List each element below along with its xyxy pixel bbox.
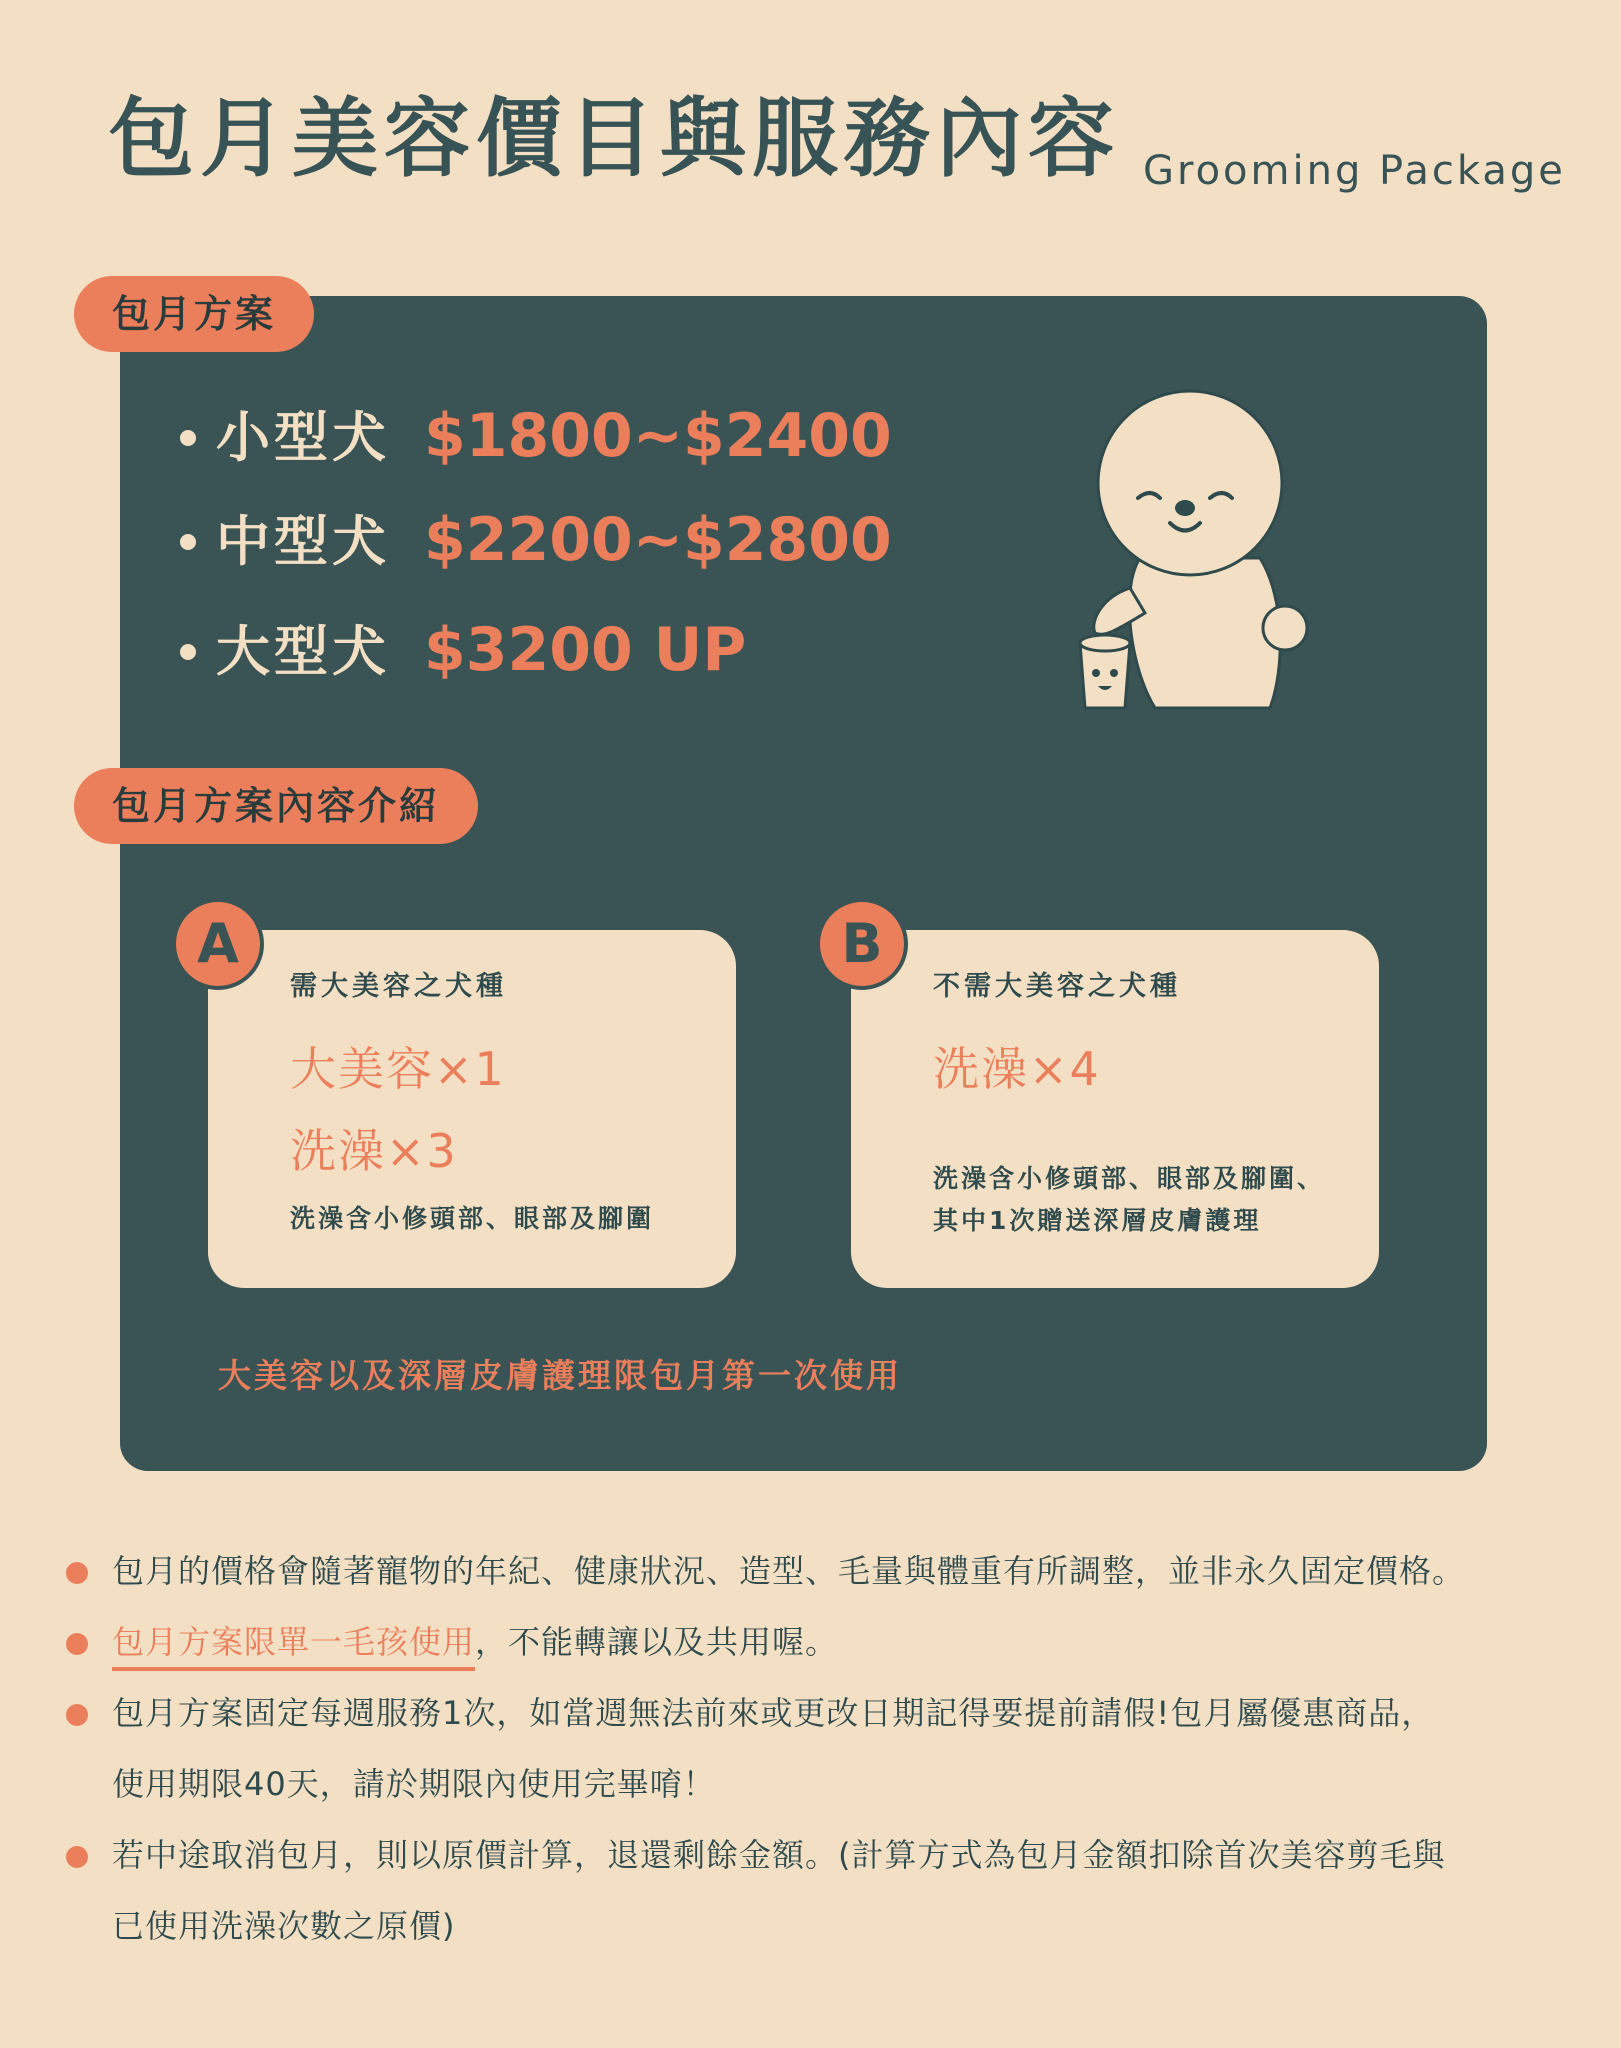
badge-b: B	[816, 898, 908, 990]
price-value: $2200~$2800	[424, 505, 892, 575]
plan-card-a	[208, 930, 736, 1288]
card-note: 其中1次贈送深層皮膚護理	[933, 1206, 1262, 1235]
note-text: ，不能轉讓以及共用喔。	[475, 1623, 839, 1661]
poodle-icon	[1060, 388, 1320, 718]
note-text-continued: 已使用洗澡次數之原價)	[112, 1907, 456, 1945]
note-item	[66, 1607, 1586, 1678]
price-value: $3200 UP	[424, 615, 747, 685]
note-item	[66, 1678, 1586, 1820]
price-row-small	[180, 396, 892, 476]
price-value: $1800~$2400	[424, 401, 892, 471]
note-item	[66, 1536, 1586, 1607]
note-text: 包月的價格會隨著寵物的年紀、健康狀況、造型、毛量與體重有所調整，並非永久固定價格。	[112, 1552, 1466, 1590]
bullet-dot	[66, 1704, 88, 1726]
page-subtitle: Grooming Package	[1143, 148, 1566, 194]
intro-label: 包月方案內容介紹	[74, 768, 478, 844]
dog-size-label: 小型犬	[216, 406, 390, 469]
note-text: 若中途取消包月，則以原價計算，退還剩餘金額。(計算方式為包月金額扣除首次美容剪毛與	[112, 1836, 1446, 1874]
dog-size-label: 中型犬	[216, 510, 390, 573]
bullet-dot	[66, 1846, 88, 1868]
card-note: 洗澡含小修頭部、眼部及腳圍、	[933, 1164, 1326, 1193]
dog-size-label: 大型犬	[216, 620, 390, 683]
limit-note: 大美容以及深層皮膚護理限包月第一次使用	[218, 1356, 902, 1395]
bullet-dot	[66, 1633, 88, 1655]
notes-list	[66, 1536, 1586, 1962]
plans-label: 包月方案	[74, 276, 314, 352]
card-item: 洗澡×4	[933, 1042, 1101, 1096]
card-item: 洗澡×3	[290, 1124, 458, 1178]
page-title: 包月美容價目與服務內容	[108, 89, 1120, 189]
bullet-dot	[180, 644, 196, 660]
bullet-dot	[180, 534, 196, 550]
card-note: 洗澡含小修頭部、眼部及腳圍	[290, 1204, 655, 1233]
note-text-continued: 使用期限40天，請於期限內使用完畢唷！	[112, 1765, 716, 1803]
card-heading: 需大美容之犬種	[290, 971, 507, 1002]
card-item: 大美容×1	[290, 1042, 506, 1096]
note-text: 包月方案固定每週服務1次，如當週無法前來或更改日期記得要提前請假!包月屬優惠商品，	[112, 1694, 1435, 1732]
card-heading: 不需大美容之犬種	[933, 971, 1181, 1002]
plan-card-b	[851, 930, 1379, 1288]
bullet-dot	[180, 430, 196, 446]
badge-a: A	[172, 898, 264, 990]
note-highlight: 包月方案限單一毛孩使用	[112, 1623, 475, 1671]
price-row-medium	[180, 500, 892, 580]
note-item	[66, 1820, 1586, 1962]
bullet-dot	[66, 1562, 88, 1584]
price-row-large	[180, 610, 746, 690]
